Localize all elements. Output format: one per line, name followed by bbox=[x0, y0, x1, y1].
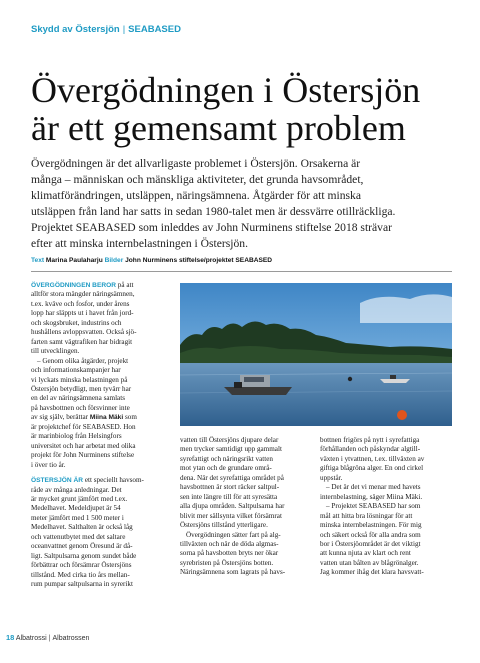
body-line: – Projektet SEABASED har som bbox=[326, 502, 421, 511]
body-line: är mycket grunt jämfört med t.ex. bbox=[31, 494, 128, 503]
body-line: rum pumpar saltpulsarna in syrerikt bbox=[31, 580, 133, 589]
body-line: dena. När det syrefattiga området på bbox=[180, 473, 284, 482]
body-line: havsbottnen är stort räcker saltpul- bbox=[180, 483, 280, 492]
kicker: ÖSTERSJÖN ÄR bbox=[31, 477, 84, 485]
lead-line: utsläppen från land har satts in sedan 1980-talet men är dessvärre otillräckliga. bbox=[31, 204, 396, 218]
body-line: sen inte längre till för att syresätta bbox=[180, 492, 278, 501]
body-line: oceanvattnet genom Öresund är då- bbox=[31, 542, 133, 551]
page-footer bbox=[6, 633, 89, 642]
body-line: alla djupa områden. Saltpulsarna har bbox=[180, 502, 285, 511]
body-line: syrebristen på Östersjöns botten. bbox=[180, 558, 274, 567]
body-line: Jag kommer ihåg det klara havsvatt- bbox=[320, 568, 424, 577]
body-line: till utvecklingen. bbox=[31, 347, 80, 356]
title-line: är ett gemensamt problem bbox=[31, 108, 406, 148]
footer-separator: | bbox=[48, 635, 51, 642]
body-line: en del av näringsämnena samlats bbox=[31, 394, 125, 403]
body-line: giftiga blågröna alger. En ond cirkel bbox=[320, 464, 424, 473]
section-header bbox=[31, 24, 181, 35]
body-line: och informationskampanjer har bbox=[31, 366, 121, 375]
byline bbox=[31, 257, 272, 264]
body-line: syrefattigt och näringsrikt vatten bbox=[180, 454, 273, 463]
body-line: men trycker samtidigt upp gammalt bbox=[180, 445, 282, 454]
body-line: farten samt vägtrafiken har bidragit bbox=[31, 337, 133, 346]
buoy bbox=[397, 410, 407, 420]
lead-line: många – människan och mänskliga aktiviteter, det grunda havsområdet, bbox=[31, 172, 364, 186]
magazine-name-sv: Albatrossen bbox=[52, 635, 90, 642]
body-line: bottnen frigörs på nytt i syrefattiga bbox=[320, 436, 420, 444]
body-line: Medelhavet. Medeldjupet är 54 bbox=[31, 504, 121, 513]
header-separator: | bbox=[122, 24, 126, 35]
section-topic: SEABASED bbox=[128, 24, 181, 35]
body-line: att kunna njuta av klart och rent bbox=[320, 549, 411, 558]
body-line: hushållens avloppsvatten. Också sjö- bbox=[31, 328, 137, 337]
body-line: i över tio år. bbox=[31, 460, 66, 469]
lead-line: efter att minska internbelastningen i Östersjön. bbox=[31, 236, 249, 250]
body-line: Näringsämnena som lagrats på havs- bbox=[180, 568, 286, 577]
body-line: förbättrar och försämrar Östersjöns bbox=[31, 561, 132, 570]
body-line: minska internbelastningen. För mig bbox=[320, 521, 422, 530]
body-line: Medelhavet. Salthalten är också låg bbox=[31, 523, 133, 532]
lead-line: Övergödningen är det allvarligaste problemet i Östersjön. Orsakerna är bbox=[31, 157, 361, 170]
body-line: är marinbiolog från Helsingfors bbox=[31, 432, 122, 441]
body-line: meter jämfört med 1 500 meter i bbox=[31, 513, 124, 522]
body-line: sorna på havsbotten bryts ner ökar bbox=[180, 549, 279, 558]
article-photo bbox=[180, 283, 452, 426]
body-line: och säkert också för alla andra som bbox=[320, 530, 421, 539]
body-line: växten i ytvattnen, t.ex. tillväxten av bbox=[320, 454, 425, 463]
text-label: Text bbox=[31, 257, 45, 264]
lead-line: klimatförändringen, utsläppen, näringsämnena. Åtgärder för att minska bbox=[31, 188, 361, 202]
body-line: på att bbox=[117, 281, 134, 289]
body-line: och vattenutbytet med det saltare bbox=[31, 532, 126, 541]
body-line: t.ex. kväve och fosfor, under årens bbox=[31, 299, 130, 308]
person-name: Miina Mäki bbox=[89, 414, 124, 422]
body-line: Östersjön betydligt, men tyvärr har bbox=[31, 384, 132, 393]
article-title bbox=[31, 71, 471, 147]
body-line: – Genom olika åtgärder, projekt bbox=[37, 356, 129, 365]
body-line: alltför stora mängder näringsämnen, bbox=[31, 290, 135, 299]
body-line: uppstår. bbox=[320, 473, 343, 482]
body-line: av sig själv, berättar bbox=[31, 413, 89, 422]
body-line: universitet och har arbetat med olika bbox=[31, 441, 136, 450]
body-line: på havsbottnen och försvinner inte bbox=[31, 403, 130, 412]
body-line: är projektchef för SEABASED. Hon bbox=[31, 422, 136, 431]
body-line: förhållanden och påskyndar algtill- bbox=[320, 445, 421, 454]
body-line: lopp har släppts ut i havet från jord- bbox=[31, 309, 134, 318]
title-line: Övergödningen i Östersjön bbox=[31, 70, 421, 110]
author-name: Marina Paulaharju bbox=[45, 257, 103, 264]
body-line: ett speciellt havsom- bbox=[84, 476, 144, 485]
diver bbox=[348, 377, 352, 381]
body-line: vi lyckats minska belastningen på bbox=[31, 375, 128, 384]
lead-paragraph bbox=[31, 156, 451, 251]
body-line: vatten till Östersjöns djupare delar bbox=[180, 436, 279, 444]
body-column-3 bbox=[320, 436, 452, 578]
body-column-2 bbox=[180, 436, 312, 578]
body-line: ligt. Saltpulsarna genom sundet både bbox=[31, 551, 137, 560]
section-name: Skydd av Östersjön bbox=[31, 24, 120, 35]
body-line: tillstånd. Med cirka tio års mellan- bbox=[31, 570, 130, 579]
divider bbox=[31, 271, 452, 272]
body-line: internbelastning, säger Miina Mäki. bbox=[320, 492, 423, 501]
body-line: och skogsbruket, industrins och bbox=[31, 318, 122, 327]
body-line: projekt för John Nurminens stiftelse bbox=[31, 451, 135, 460]
body-line: råde av många anledningar. Det bbox=[31, 485, 122, 494]
kicker: ÖVERGÖDNINGEN BEROR bbox=[31, 282, 116, 289]
photo-label: Bilder bbox=[104, 257, 124, 264]
body-line: vatten utan bålten av blågrönalger. bbox=[320, 558, 419, 567]
lead-line: Projektet SEABASED som inleddes av John Nurminens stiftelse 2018 strävar bbox=[31, 220, 392, 234]
body-line: blivit mer sällsynta vilket försämrat bbox=[180, 511, 282, 520]
body-column-1 bbox=[31, 281, 171, 590]
body-line: mål att hitta bra lösningar för att bbox=[320, 511, 413, 520]
photo-credit: John Nurminens stiftelse/projektet SEABASED bbox=[125, 257, 273, 264]
body-line: som bbox=[124, 413, 137, 422]
magazine-name-fi: Albatrossi bbox=[15, 635, 47, 642]
lake-photo-illustration bbox=[180, 283, 452, 426]
body-line: mot ytan och de grundare områ- bbox=[180, 464, 272, 473]
page-number: 18 bbox=[6, 633, 15, 642]
body-line: Östersjöns tillstånd ytterligare. bbox=[180, 521, 268, 530]
body-line: tillväxten och när de döda algmas- bbox=[180, 539, 279, 548]
body-line: – Det är det vi menar med havets bbox=[326, 483, 421, 492]
body-line: Övergödningen sätter fart på alg- bbox=[186, 530, 281, 539]
body-line: bor i Östersjöområdet är det viktigt bbox=[320, 539, 421, 548]
